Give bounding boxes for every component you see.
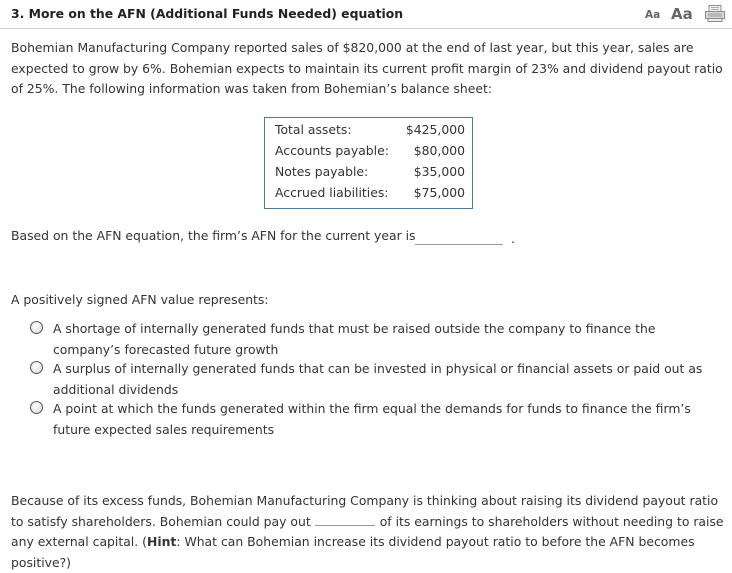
afn-question-text: Based on the AFN equation, the firm’s AFN for the current year is — [11, 228, 416, 243]
balance-row — [275, 143, 465, 163]
balance-value: $425,000 — [405, 122, 465, 137]
option-label: A shortage of internally generated funds that must be raised outside the company to finance the company’s forecasted future growth — [53, 321, 656, 357]
option-label: A surplus of internally generated funds that can be invested in physical or financial assets or paid out as additional dividends — [53, 361, 703, 397]
radio-button[interactable] — [30, 321, 43, 334]
positive-afn-prompt: A positively signed AFN value represents: — [11, 292, 269, 307]
option-label: A point at which the funds generated within the firm equal the demands for funds to finance the firm’s future expected sales requirements — [53, 401, 691, 437]
question-title: 3. More on the AFN (Additional Funds Needed) equation — [11, 6, 404, 21]
balance-value: $80,000 — [413, 143, 465, 158]
intro-paragraph: Bohemian Manufacturing Company reported sales of $820,000 at the end of last year, but this year, sales are expected to grow by 6%. Bohemian expects to maintain its current profit margin of 23% and dividend payout ratio of 25%. The following information was taken from Bohemian’s balance sheet: — [11, 40, 723, 96]
balance-row — [275, 185, 465, 205]
dividend-question-part3: : What can Bohemian increase its dividend payout ratio to before the AFN becomes positive?) — [11, 534, 695, 570]
balance-label: Accounts payable: — [275, 143, 389, 158]
balance-label: Accrued liabilities: — [275, 185, 389, 200]
dividend-question-part1: Because of its excess funds, Bohemian Manufacturing Company is thinking about raising its dividend payout ratio to satisfy shareholders. Bohemian could pay out — [11, 493, 719, 529]
hint-label: Hint — [146, 534, 177, 549]
balance-label: Notes payable: — [275, 164, 369, 179]
dividend-question-part2: of its earnings to shareholders without needing to raise any external capital. ( — [11, 513, 724, 549]
balance-label: Total assets: — [275, 122, 352, 137]
balance-row — [275, 122, 465, 142]
radio-button[interactable] — [30, 361, 43, 374]
balance-value: $35,000 — [413, 164, 465, 179]
question-header — [0, 0, 732, 29]
print-icon[interactable] — [705, 5, 725, 22]
balance-sheet-table — [264, 117, 473, 209]
decrease-font-button[interactable]: Aa — [645, 9, 661, 21]
increase-font-button[interactable]: Aa — [671, 5, 693, 23]
radio-button[interactable] — [30, 401, 43, 414]
afn-question-period: . — [511, 231, 515, 246]
balance-row — [275, 164, 465, 184]
balance-value: $75,000 — [413, 185, 465, 200]
dividend-question — [11, 491, 729, 573]
afn-answer-dropdown[interactable] — [415, 230, 503, 245]
payout-answer-dropdown[interactable] — [315, 513, 375, 526]
